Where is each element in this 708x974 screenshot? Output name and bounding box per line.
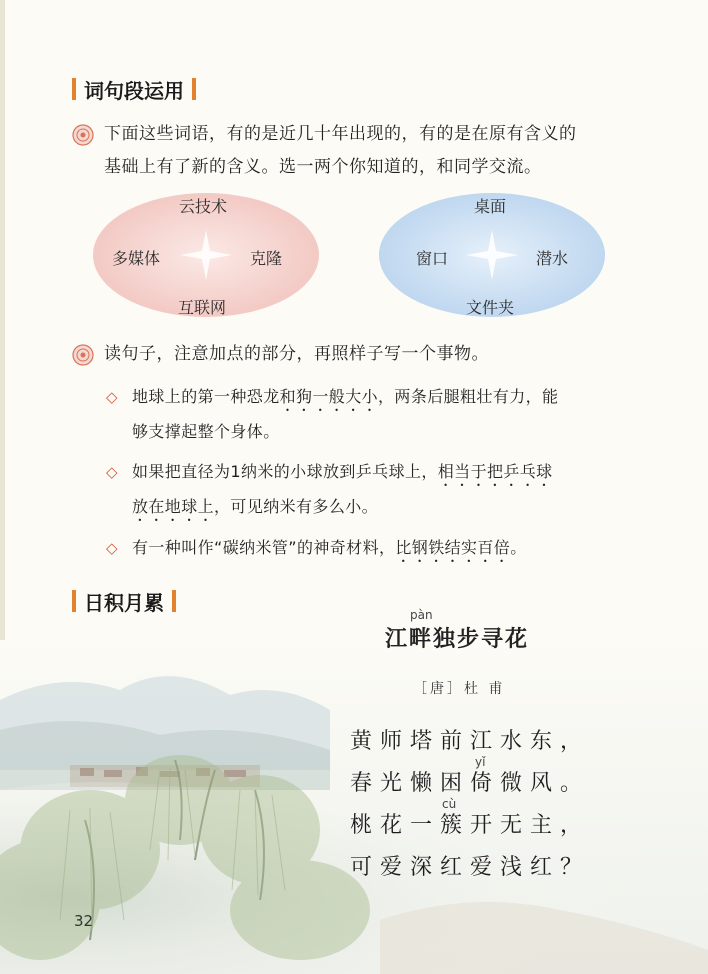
section-title-words bbox=[72, 74, 196, 104]
pinyin-cu: cù bbox=[442, 797, 457, 811]
poem-author: ［唐］杜 甫 bbox=[413, 681, 506, 697]
word-folder: 文件夹 bbox=[466, 298, 515, 317]
section-title-text: 词句段运用 bbox=[84, 78, 184, 103]
poem-title: 江畔独步寻花 bbox=[385, 627, 530, 652]
sentence-3-text-a: 有一种叫作“碳纳米管”的神奇材料， bbox=[132, 538, 396, 557]
sentence-3-dotted: 比钢铁结实百倍 bbox=[395, 538, 511, 557]
title-bar-right bbox=[192, 78, 196, 100]
word-internet: 互联网 bbox=[178, 298, 227, 317]
sentence-2-dotted-2: 放在地球上 bbox=[132, 497, 215, 516]
sentence-1-dotted: 和狗一般大小 bbox=[279, 387, 379, 406]
sentence-1-line2: 够支撑起整个身体。 bbox=[132, 422, 280, 441]
title-bar-right bbox=[172, 590, 176, 612]
pinyin-pan: pàn bbox=[410, 608, 433, 622]
section-title-text: 日积月累 bbox=[84, 590, 164, 615]
poem-line-2: 春光懒困倚微风。 bbox=[350, 771, 591, 796]
diamond-bullet-icon: ◇ bbox=[106, 463, 118, 481]
poem-line-4: 可爱深红爱浅红？ bbox=[350, 855, 591, 880]
title-bar-left bbox=[72, 78, 76, 100]
word-desktop: 桌面 bbox=[474, 197, 507, 216]
pinyin-yi: yǐ bbox=[475, 755, 486, 769]
word-lurk: 潜水 bbox=[536, 249, 569, 268]
sentence-2-dotted: 相当于把乒乓球 bbox=[437, 462, 553, 481]
landscape-painting bbox=[0, 640, 708, 974]
sentence-2-text-a: 如果把直径为1纳米的小球放到乒乓球上， bbox=[132, 462, 438, 481]
sentence-1-text-b: ，两条后腿粗壮有力，能 bbox=[378, 387, 559, 406]
task1-line2: 基础上有了新的含义。选一两个你知道的，和同学交流。 bbox=[104, 157, 542, 177]
sentence-2-line2 bbox=[132, 490, 378, 525]
word-clone: 克隆 bbox=[250, 249, 283, 268]
diamond-bullet-icon: ◇ bbox=[106, 388, 118, 406]
sentence-3-line1 bbox=[132, 531, 527, 566]
task1-line1: 下面这些词语，有的是近几十年出现的，有的是在原有含义的 bbox=[104, 124, 577, 144]
poem-line-3: 桃花一簇开无主， bbox=[350, 813, 591, 838]
spiral-bullet-icon bbox=[72, 344, 94, 366]
sentence-3-text-b: 。 bbox=[510, 538, 527, 557]
title-bar-left bbox=[72, 590, 76, 612]
sentence-1-text-a: 地球上的第一种恐龙 bbox=[132, 387, 280, 406]
page-number: 32 bbox=[74, 912, 94, 930]
sentence-1-line1 bbox=[132, 380, 558, 415]
word-multimedia: 多媒体 bbox=[112, 249, 161, 268]
poem-line-1: 黄师塔前江水东， bbox=[350, 729, 591, 754]
section-title-poetry bbox=[72, 586, 176, 616]
word-window: 窗口 bbox=[416, 249, 449, 268]
sentence-2-line1 bbox=[132, 455, 553, 490]
sentence-2-text-b: ，可见纳米有多么小。 bbox=[214, 497, 379, 516]
diamond-bullet-icon: ◇ bbox=[106, 539, 118, 557]
task2-instruction: 读句子，注意加点的部分，再照样子写一个事物。 bbox=[104, 344, 489, 364]
word-cloud-tech: 云技术 bbox=[179, 197, 228, 216]
spiral-bullet-icon bbox=[72, 124, 94, 146]
